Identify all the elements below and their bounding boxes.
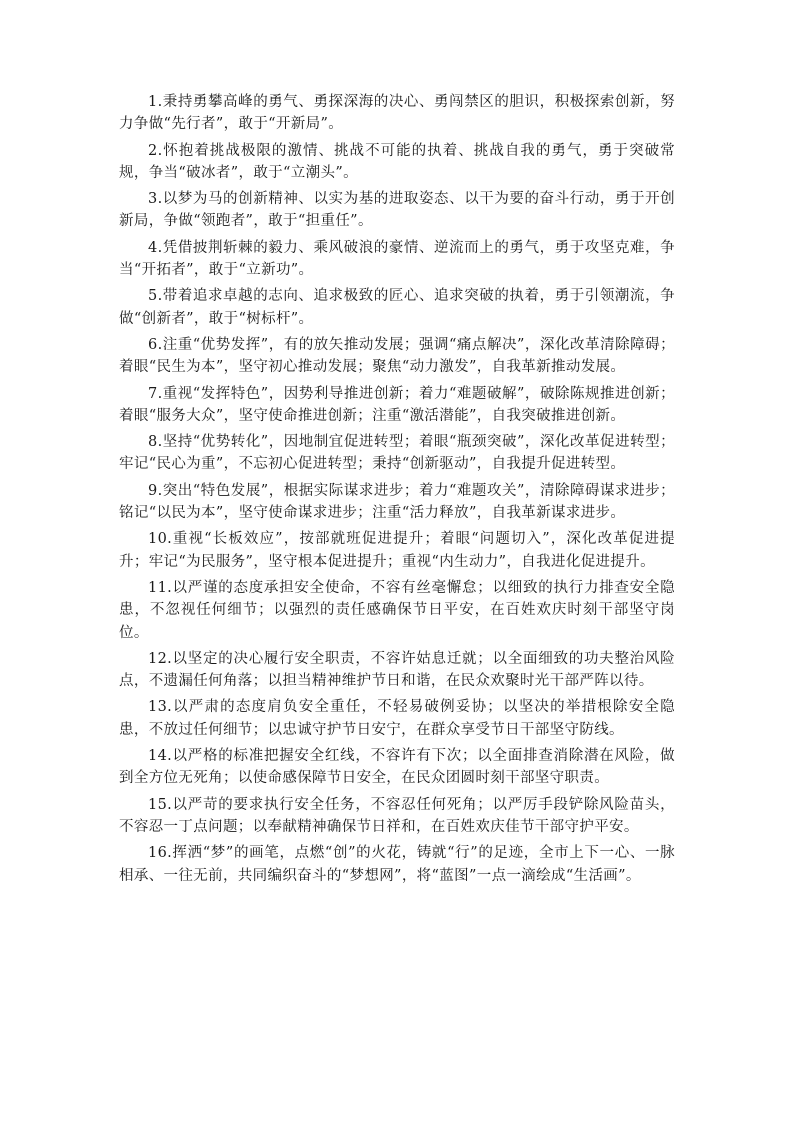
paragraph-1: 1.秉持勇攀高峰的勇气、勇探深海的决心、勇闯禁区的胆识，积极探索创新，努力争做“先行者”，敢于“开新局”。 [119,94,675,133]
paragraph-2: 2.怀抱着挑战极限的激情、挑战不可能的执着、挑战自我的勇气，勇于突破常规，争当“破冰者”，敢于“立潮头”。 [119,142,675,181]
paragraph-16: 16.挥洒“梦”的画笔，点燃“创”的火花，铸就“行”的足迹，全市上下一心、一脉相承、一往无前，共同编织奋斗的“梦想网”，将“蓝图”一点一滴绘成“生活画”。 [119,845,675,884]
paragraph-7: 7.重视“发挥特色”，因势利导推进创新；着力“难题破解”，破除陈规推进创新；着眼“服务大众”，坚守使命推进创新；注重“激活潜能”，自我突破推进创新。 [119,385,675,424]
paragraph-8: 8.坚持“优势转化”，因地制宜促进转型；着眼“瓶颈突破”，深化改革促进转型；牢记“民心为重”，不忘初心促进转型；秉持“创新驱动”，自我提升促进转型。 [119,434,675,473]
paragraph-5: 5.带着追求卓越的志向、追求极致的匠心、追求突破的执着，勇于引领潮流，争做“创新者”，敢于“树标杆”。 [119,288,675,327]
paragraph-10: 10.重视“长板效应”，按部就班促进提升；着眼“问题切入”，深化改革促进提升；牢记“为民服务”，坚守根本促进提升；重视“内生动力”，自我进化促进提升。 [119,531,675,570]
paragraph-3: 3.以梦为马的创新精神、以实为基的进取姿态、以干为要的奋斗行动，勇于开创新局，争做“领跑者”，敢于“担重任”。 [119,191,675,230]
paragraph-13: 13.以严肃的态度肩负安全重任，不轻易破例妥协；以坚决的举措根除安全隐患，不放过任何细节；以忠诚守护节日安宁，在群众享受节日干部坚守防线。 [119,699,675,738]
paragraph-11: 11.以严谨的态度承担安全使命，不容有丝毫懈怠；以细致的执行力排查安全隐患，不忽视任何细节；以强烈的责任感确保节日平安，在百姓欢庆时刻干部坚守岗位。 [119,579,675,641]
document-body [119,91,675,891]
paragraph-9: 9.突出“特色发展”，根据实际谋求进步；着力“难题攻关”，清除障碍谋求进步；铭记“以民为本”，坚守使命谋求进步；注重“活力释放”，自我革新谋求进步。 [119,482,675,522]
paragraph-6: 6.注重“优势发挥”，有的放矢推动发展；强调“痛点解决”，深化改革清除障碍；着眼“民生为本”，坚守初心推动发展；聚焦“动力激发”，自我革新推动发展。 [119,336,675,376]
paragraph-15: 15.以严苛的要求执行安全任务，不容忍任何死角；以严厉手段铲除风险苗头，不容忍一丁点问题；以奉献精神确保节日祥和，在百姓欢庆佳节干部守护平安。 [119,796,675,835]
paragraph-12: 12.以坚定的决心履行安全职责，不容许姑息迁就；以全面细致的功夫整治风险点，不遗漏任何角落；以担当精神维护节日和谐，在民众欢聚时光干部严阵以待。 [119,650,675,690]
paragraph-14: 14.以严格的标准把握安全红线，不容许有下次；以全面排查消除潜在风险，做到全方位无死角；以使命感保障节日安全，在民众团圆时刻干部坚守职责。 [119,748,675,787]
paragraph-4: 4.凭借披荆斩棘的毅力、乘风破浪的豪情、逆流而上的勇气，勇于攻坚克难，争当“开拓者”，敢于“立新功”。 [119,239,675,279]
